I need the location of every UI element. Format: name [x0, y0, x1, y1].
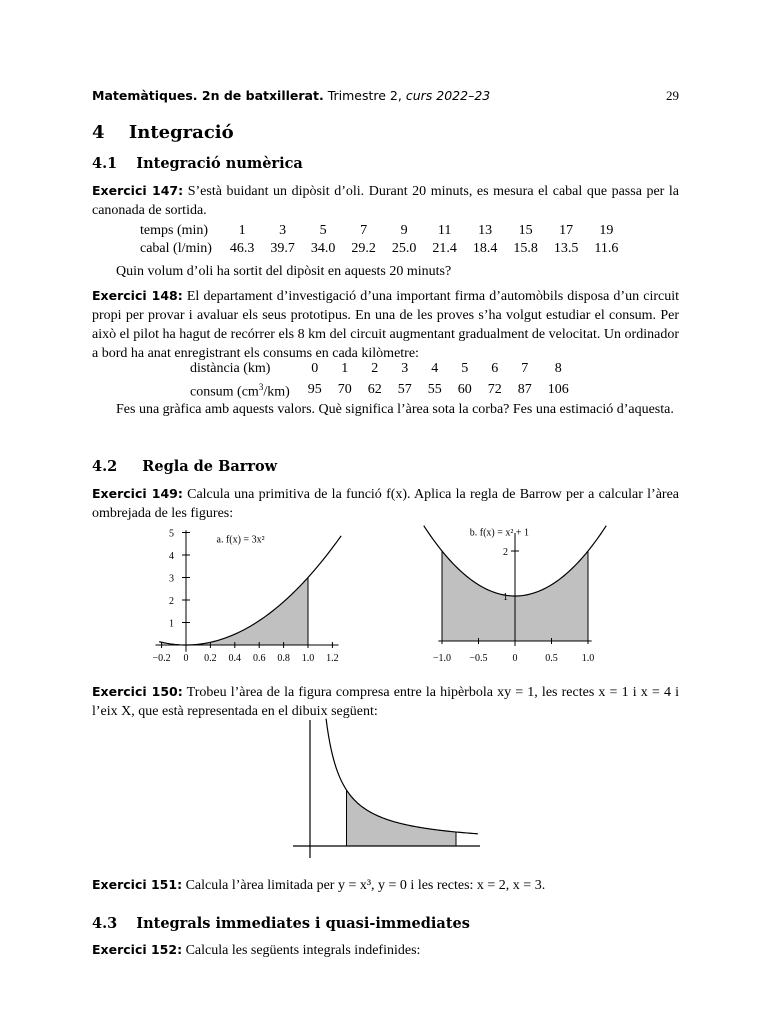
- table-cell: 21.4: [432, 241, 457, 256]
- table-cell: 39.7: [270, 241, 295, 256]
- table-cell: 57: [397, 381, 412, 397]
- table-row: [190, 378, 577, 402]
- section-title: Integració: [128, 122, 234, 143]
- label-part: /km): [263, 384, 290, 400]
- graph-title: b. f(x) = x² + 1: [469, 527, 530, 539]
- table-cell: 15.8: [513, 241, 538, 256]
- table-cell: 7: [360, 223, 368, 238]
- table-cell: 95: [307, 381, 322, 397]
- table-cell: 4: [431, 361, 439, 376]
- subsection-heading-4-3: [92, 915, 470, 932]
- exercise-label: Exercici 148:: [92, 288, 183, 303]
- exercise-text: Trobeu l’àrea de la figura compresa entre la hipèrbola xy = 1, les rectes x = 1 i x = 4 i l’eix X, que està representada en el dibuix següent:: [92, 685, 680, 719]
- tick-label: 2: [503, 547, 508, 558]
- exercise-149: [92, 484, 679, 523]
- tick-label: −0.2: [152, 653, 171, 664]
- table-cell: 5: [461, 361, 469, 376]
- exercise-label: Exercici 151:: [92, 877, 183, 892]
- table-cell: 55: [427, 381, 442, 397]
- exercise-label: Exercici 149:: [92, 486, 183, 501]
- exercise-text: Calcula les següents integrals indefinides:: [185, 943, 421, 958]
- exercise-label: Exercici 152:: [92, 942, 183, 957]
- label-superscript: 3: [258, 382, 264, 392]
- exercise-text: Calcula l’àrea limitada per y = x³, y = 0 i les rectes: x = 2, x = 3.: [185, 878, 546, 893]
- exercise-152: [92, 940, 679, 960]
- tick-label: 0.5: [545, 653, 558, 664]
- running-header: [92, 88, 679, 103]
- graph-title: a. f(x) = 3x²: [216, 534, 265, 546]
- exercise-text: Calcula una primitiva de la funció f(x). Aplica la regla de Barrow per a calcular l’àrea ombrejada de les figures:: [92, 487, 680, 521]
- shaded-area: [186, 578, 308, 646]
- graph-a-3x2: [140, 525, 360, 670]
- section-number: 4: [92, 122, 105, 143]
- subsection-number: 4.2: [92, 458, 118, 475]
- table-cell: 11: [437, 223, 452, 238]
- table-consumption: [190, 360, 577, 402]
- tick-label: −0.5: [469, 653, 488, 664]
- tick-label: 1.0: [581, 653, 595, 664]
- tick-label: −1.0: [432, 653, 452, 664]
- graph-b-x2-plus-1: [415, 525, 615, 670]
- row-label: distància (km): [190, 361, 271, 376]
- exercise-147: [92, 181, 679, 220]
- table-cell: 11.6: [594, 241, 619, 256]
- row-label: cabal (l/min): [140, 241, 212, 256]
- exercise-text: S’està buidant un dipòsit d’oli. Durant 20 minuts, es mesura el cabal que passa per la canonada de sortida.: [92, 184, 680, 218]
- table-cell: 1: [341, 361, 349, 376]
- section-heading: [92, 122, 234, 143]
- table-cell: 34.0: [310, 241, 336, 256]
- graph-hyperbola: [290, 718, 485, 863]
- table-cell: 2: [371, 361, 379, 376]
- table-cell: 1: [238, 223, 246, 238]
- table-cell: 9: [400, 223, 408, 238]
- row-label: temps (min): [140, 223, 209, 238]
- table-cell: 3: [401, 361, 409, 376]
- table-cell: 87: [517, 381, 532, 397]
- tick-label: 5: [169, 528, 174, 540]
- table-cell: 8: [554, 361, 562, 376]
- table-cell: 60: [457, 381, 472, 397]
- subsection-title: Regla de Barrow: [142, 458, 278, 475]
- tick-label: 1: [503, 592, 508, 603]
- x-tick-labels: [153, 653, 339, 664]
- table-oil-flow: [140, 222, 626, 258]
- tick-label: 0: [512, 653, 518, 664]
- shaded-area: [347, 790, 457, 846]
- tick-label: 0: [183, 653, 189, 664]
- tick-label: 0.2: [204, 653, 217, 664]
- y-tick-labels: [503, 547, 508, 603]
- table-cell: 70: [337, 381, 352, 397]
- header-term: Trimestre 2,: [327, 88, 402, 103]
- y-tick-labels: [169, 529, 174, 630]
- exercise-148: [92, 286, 679, 363]
- exercise-151: [92, 875, 679, 895]
- table-cell: 46.3: [229, 241, 255, 256]
- subsection-heading-4-1: [92, 155, 303, 172]
- exercise-148-question: Fes una gràfica amb aquests valors. Què significa l’àrea sota la corba? Fes una estimació d’aquesta.: [116, 402, 674, 417]
- table-cell: 7: [521, 361, 529, 376]
- table-cell: 18.4: [472, 241, 498, 256]
- table-cell: 25.0: [391, 241, 417, 256]
- tick-label: 1: [169, 618, 174, 630]
- label-part: consum (cm: [190, 384, 259, 400]
- exercise-text: El departament d’investigació d’una important firma d’automòbils disposa d’un circuit propi per provar i avaluar els seus prototipus. En una de les proves s’ha volgut estudiar el consum. Per això el pilot ha hagut de recórrer els 8 km del circuit augmentant gradualment de velocitat. Un ordinador a bord ha anat enregistrant els consums en cada kilòmetre:: [92, 289, 679, 361]
- tick-label: 1.2: [326, 653, 339, 664]
- tick-label: 0.8: [277, 653, 290, 664]
- exercise-147-question: Quin volum d’oli ha sortit del dipòsit en aquests 20 minuts?: [116, 264, 452, 279]
- exercise-150: [92, 682, 679, 721]
- table-cell: 0: [311, 361, 319, 376]
- table-cell: 29.2: [351, 241, 376, 256]
- header-course: Matemàtiques. 2n de batxillerat.: [92, 88, 324, 103]
- table-cell: 3: [279, 223, 287, 238]
- tick-label: 2: [169, 596, 174, 607]
- tick-label: 0.6: [252, 653, 266, 664]
- subsection-heading-4-2: [92, 458, 277, 475]
- tick-label: 4: [169, 551, 174, 562]
- subsection-title: Integrals immediates i quasi-immediates: [136, 915, 470, 932]
- table-cell: 6: [491, 361, 499, 376]
- table-row: [140, 240, 626, 258]
- exercise-label: Exercici 147:: [92, 183, 184, 198]
- table-cell: 5: [319, 223, 327, 238]
- subsection-number: 4.1: [92, 155, 118, 172]
- row-label: [190, 378, 300, 402]
- tick-label: 3: [169, 573, 174, 585]
- subsection-title: Integració numèrica: [136, 155, 303, 172]
- table-cell: 106: [547, 381, 569, 397]
- table-row: [140, 222, 626, 240]
- table-cell: 19: [599, 223, 614, 238]
- tick-label: 1.0: [301, 653, 315, 664]
- table-cell: 13.5: [553, 241, 579, 256]
- page-number: 29: [666, 88, 679, 103]
- exercise-label: Exercici 150:: [92, 684, 183, 699]
- header-year: curs 2022–23: [405, 88, 491, 103]
- table-cell: 62: [367, 381, 382, 397]
- table-cell: 17: [559, 223, 574, 238]
- tick-label: 0.4: [228, 653, 242, 664]
- table-cell: 15: [518, 223, 533, 238]
- table-cell: 72: [487, 381, 502, 397]
- subsection-number: 4.3: [92, 915, 118, 932]
- x-tick-labels: [433, 653, 594, 664]
- table-row: [190, 360, 577, 378]
- table-cell: 13: [478, 223, 493, 238]
